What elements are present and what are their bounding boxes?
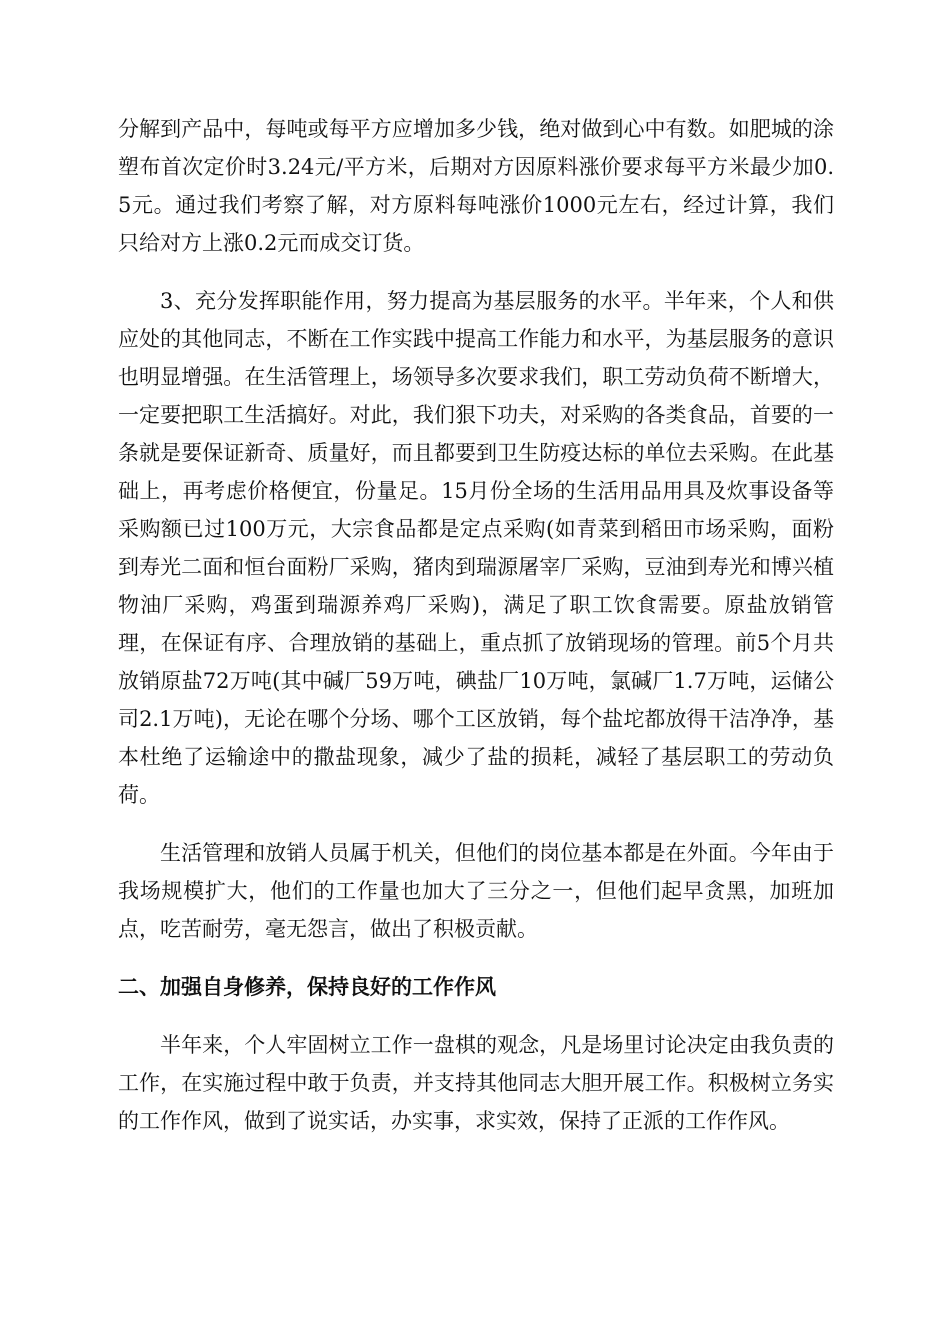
document-page [118,110,834,1160]
paragraph-pricing-example: 分解到产品中，每吨或每平方应增加多少钱，绝对做到心中有数。如肥城的涂塑布首次定价时3.24元/平方米，后期对方因原料涨价要求每平方米最少加0.5元。通过我们考察了解，对方原料每吨涨价1000元左右，经过计算，我们只给对方上涨0.2元而成交订货。 [118,117,834,255]
paragraph-work-style: 半年来，个人牢固树立工作一盘棋的观念，凡是场里讨论决定由我负责的工作，在实施过程中敢于负责，并支持其他同志大胆开展工作。积极树立务实的工作作风，做到了说实话，办实事，求实效，保持了正派的工作作风。 [118,1033,834,1133]
paragraph-staff-contribution: 生活管理和放销人员属于机关，但他们的岗位基本都是在外面。今年由于我场规模扩大，他们的工作量也加大了三分之一，但他们起早贪黑，加班加点，吃苦耐劳，毫无怨言，做出了积极贡献。 [118,841,834,941]
section-heading: 二、加强自身修养，保持良好的工作作风 [118,975,496,999]
paragraph-service-function: 3、充分发挥职能作用，努力提高为基层服务的水平。半年来，个人和供应处的其他同志，不断在工作实践中提高工作能力和水平，为基层服务的意识也明显增强。在生活管理上，场领导多次要求我们，职工劳动负荷不断增大，一定要把职工生活搞好。对此，我们狠下功夫，对采购的各类食品，首要的一条就是要保证新奇、质量好，而且都要到卫生防疫达标的单位去采购。在此基础上，再考虑价格便宜，份量足。15月份全场的生活用品用具及炊事设备等采购额已过100万元，大宗食品都是定点采购(如青菜到稻田市场采购，面粉到寿光二面和恒台面粉厂采购，猪肉到瑞源屠宰厂采购，豆油到寿光和博兴植物油厂采购，鸡蛋到瑞源养鸡厂采购)，满足了职工饮食需要。原盐放销管理，在保证有序、合理放销的基础上，重点抓了放销现场的管理。前5个月共放销原盐72万吨(其中碱厂59万吨，碘盐厂10万吨，氯碱厂1.7万吨，运储公司2.1万吨)，无论在哪个分场、哪个工区放销，每个盐坨都放得干洁净净，基本杜绝了运输途中的撒盐现象，减少了盐的损耗，减轻了基层职工的劳动负荷。 [118,289,834,807]
